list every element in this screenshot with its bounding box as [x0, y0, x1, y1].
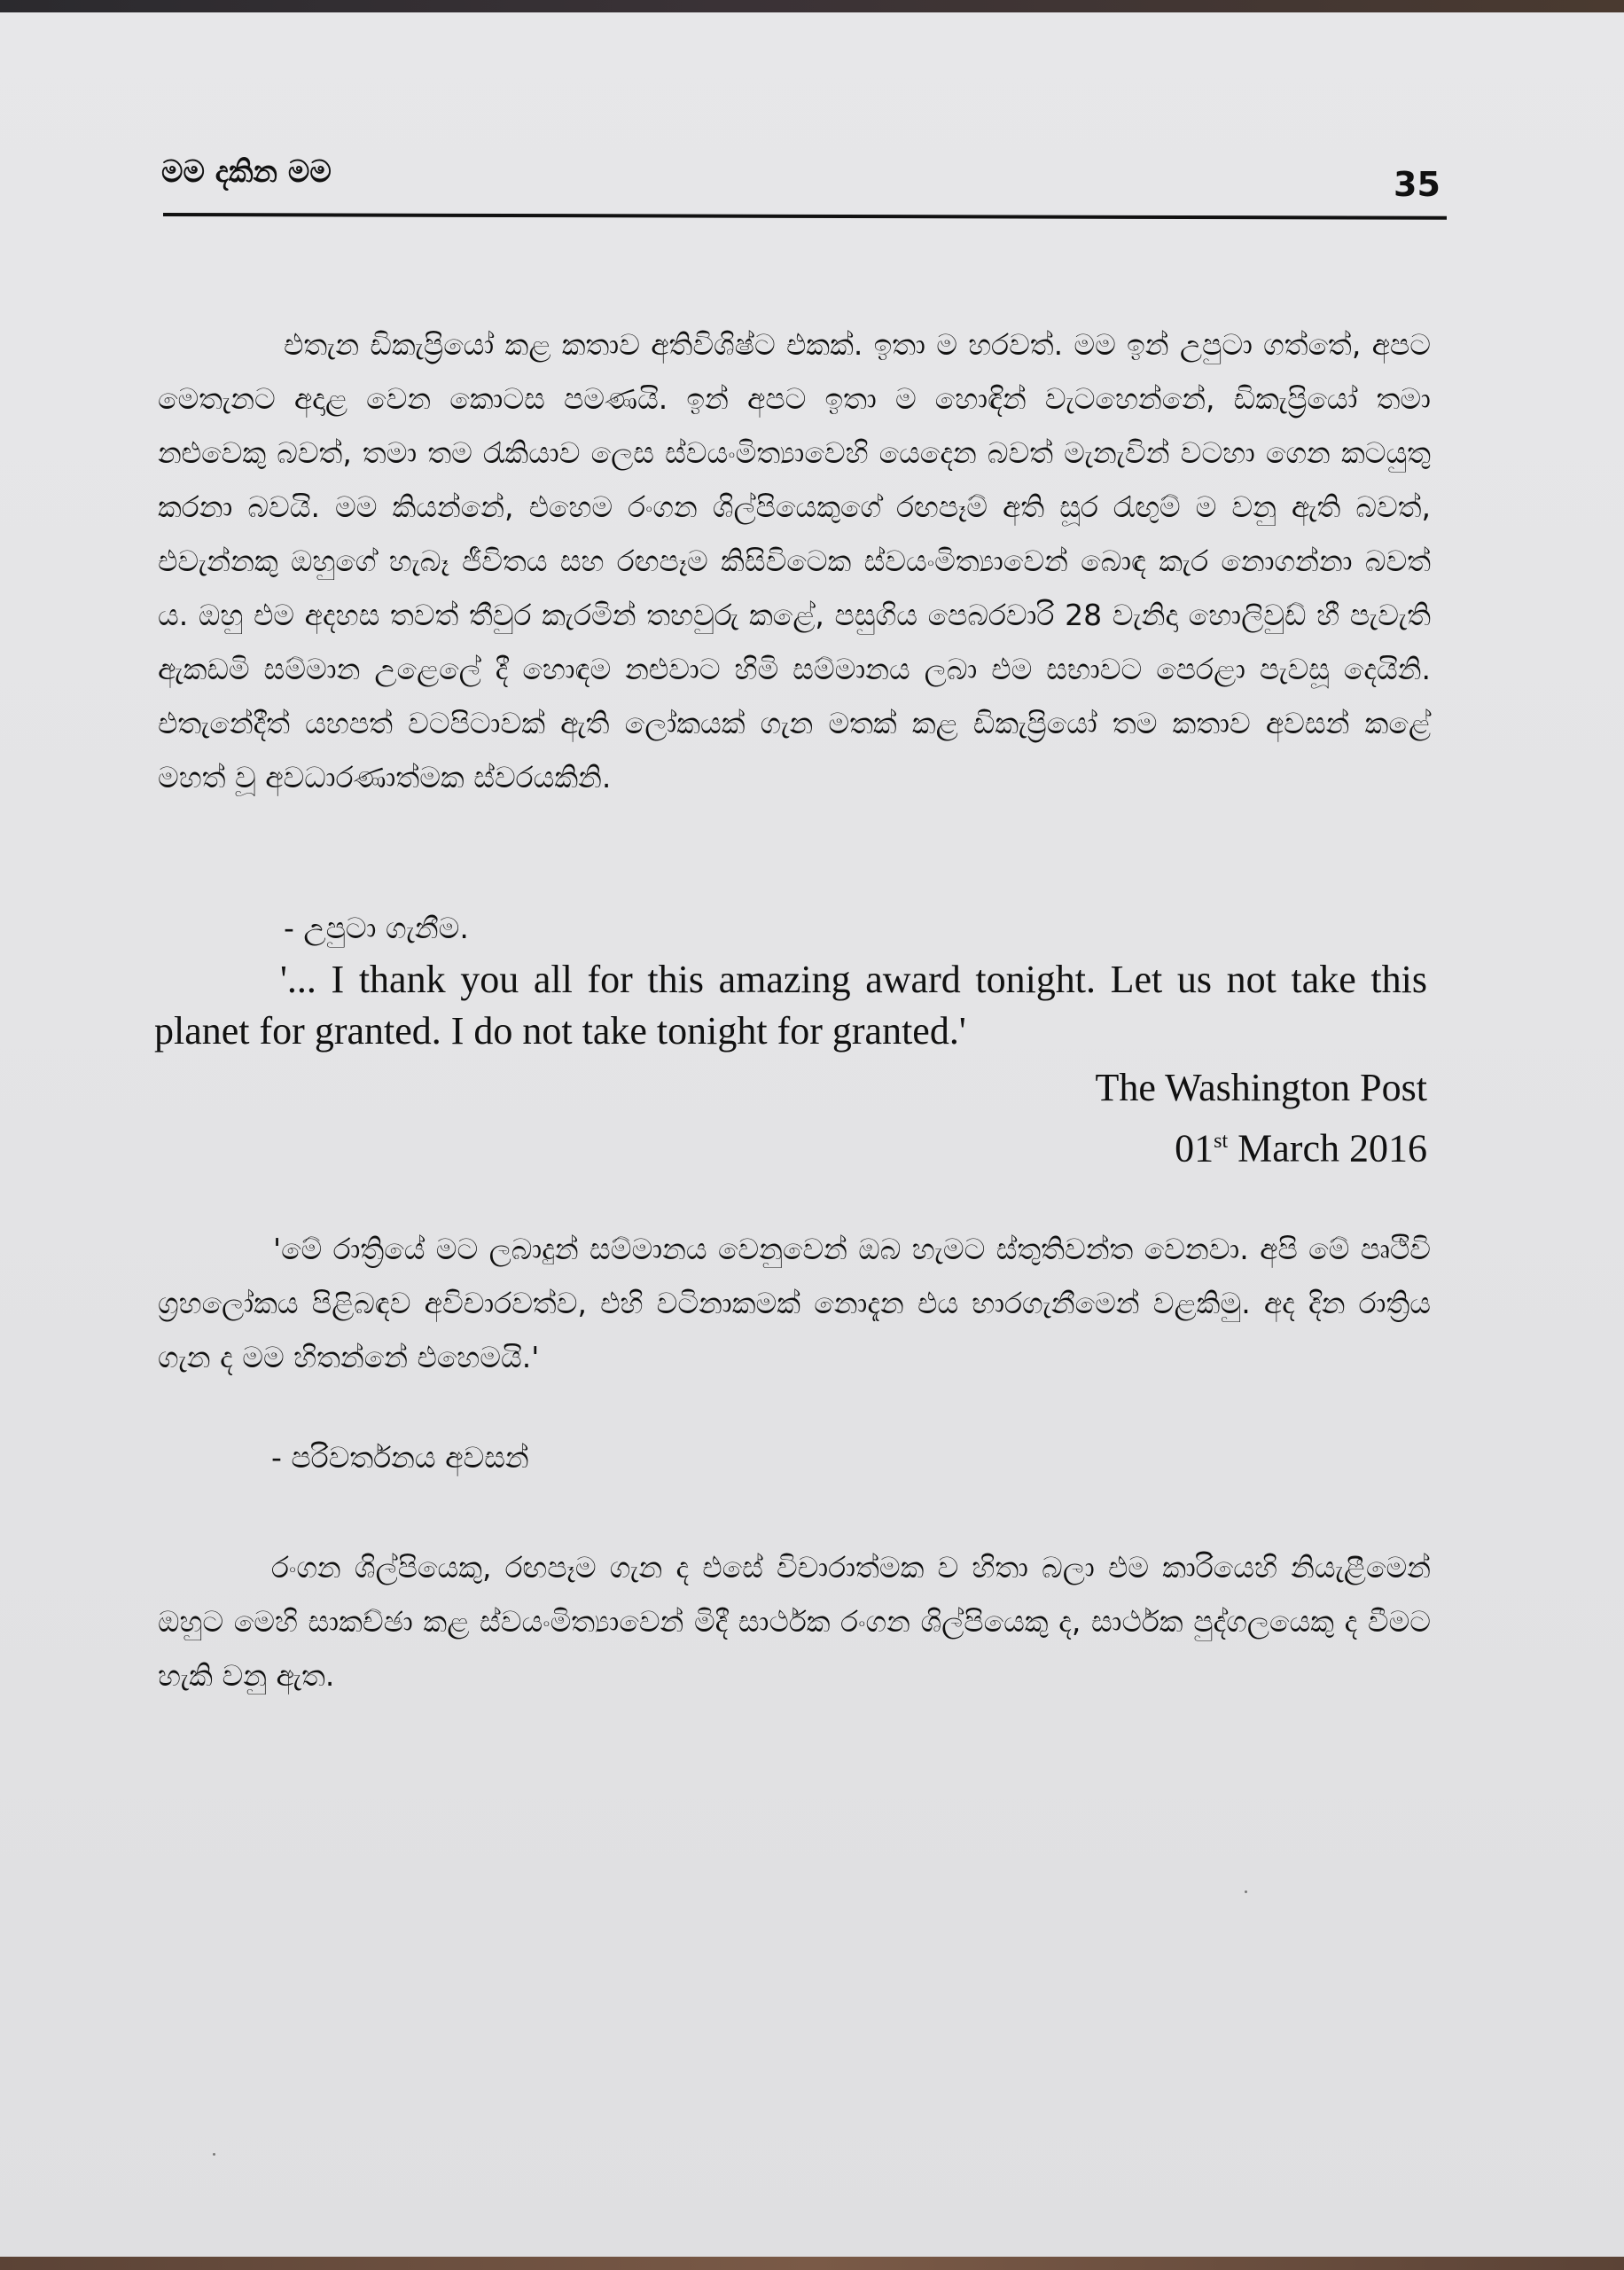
- translation-end-dash: - පරිවර්තනය අවසන්: [271, 1440, 529, 1475]
- running-header-title: මම දකින මම: [161, 154, 332, 190]
- date-day: 01: [1175, 1126, 1214, 1170]
- paper-speck: [1245, 1890, 1247, 1893]
- english-quote: '... I thank you all for this amazing award tonight. Let us not take this planet for granted. I do not take tonight for granted.': [154, 958, 1427, 1053]
- quote-source: The Washington Post: [1095, 1066, 1427, 1109]
- page-bottom-edge: [0, 2257, 1624, 2270]
- quote-attribution-dash: - උපුටා ගැනීම.: [284, 911, 469, 945]
- paper-speck: [213, 2153, 215, 2156]
- date-suffix: st: [1214, 1130, 1229, 1153]
- paragraph-2-translation: 'මේ රාත්‍රියේ මට ලබාදුන් සම්මානය වෙනුවෙන් ඔබ හැමට ස්තුතිවන්ත වෙනවා. අපි මේ පෘථිවි ග්‍රහලෝකය පිළිබඳව අවිචාරවත්ව, එහි වටිනාකමක් නොදැන එය භාරගැනීමෙන් වළකිමු. අද දින රාත්‍රිය ගැන ද මම හිතන්නේ එහෙමයි.': [158, 1232, 1431, 1374]
- header-rule: [163, 213, 1447, 220]
- date-rest: March 2016: [1228, 1126, 1427, 1170]
- page-top-edge: [0, 0, 1624, 12]
- paragraph-1: එතැන ඩිකැප්‍රියෝ කළ කතාව අතිවිශිෂ්ට එකක්. ඉතා ම හරවත්. මම ඉන් උපුටා ගත්තේ, අපට මෙතැනට අදාළ වෙන කොටස පමණයි. ඉන් අපට ඉතා ම හොඳින් වැටහෙන්නේ, ඩිකැප්‍රියෝ තමා නළුවෙකු බවත්, තමා තම රැකියාව ලෙස ස්වයංමිත්‍යාවෙහි යෙදෙන බවත් මැනැවින් වටහා ගෙන කටයුතු කරනා බවයි. මම කියන්නේ, එහෙම රංගන ශිල්පියෙකුගේ රඟපෑම් අති සූර රැඟුම් ම වනු ඇති බවත්, එවැන්නකු ඔහුගේ හැබෑ ජීවිතය සහ රඟපෑම කිසිවිටෙක ස්වයංමිත්‍යාවෙන් බොඳ කැර නොගන්නා බවත් ය. ඔහු එම අදහස තවත් තීවුර කැරමින් තහවුරු කළේ, පසුගිය පෙබරවාරි 28 වැනිදා හොලිවුඩ් හී පැවැති ඇකඩමි සම්මාන උළෙලේ දී හොඳම නළුවාට හිමි සම්මානය ලබා එම සභාවට පෙරළා පැවසූ දෙයිනි. එතැනේදීත් යහපත් වටපිටාවක් ඇති ලෝකයක් ගැන මතක් කළ ඩිකැප්‍රියෝ තම කතාව අවසන් කළේ මහත් වූ අවධාරණාත්මක ස්වරයකිනි.: [158, 327, 1431, 794]
- page-number: 35: [1394, 165, 1441, 204]
- quote-date: [975, 1115, 1427, 1175]
- paragraph-3: රංගන ශිල්පියෙකු, රඟපෑම ගැන ද එසේ විචාරාත්මක ව හිතා බලා එම කාරියෙහි නියැළීමෙන් ඔහුට මෙහි සාකච්ඡා කළ ස්වයංමිත්‍යාවෙන් මිදී සාර්ථක රංගන ශිල්පියෙකු ද, සාර්ථක පුද්ගලයෙකු ද වීමට හැකි වනු ඇත.: [158, 1550, 1431, 1693]
